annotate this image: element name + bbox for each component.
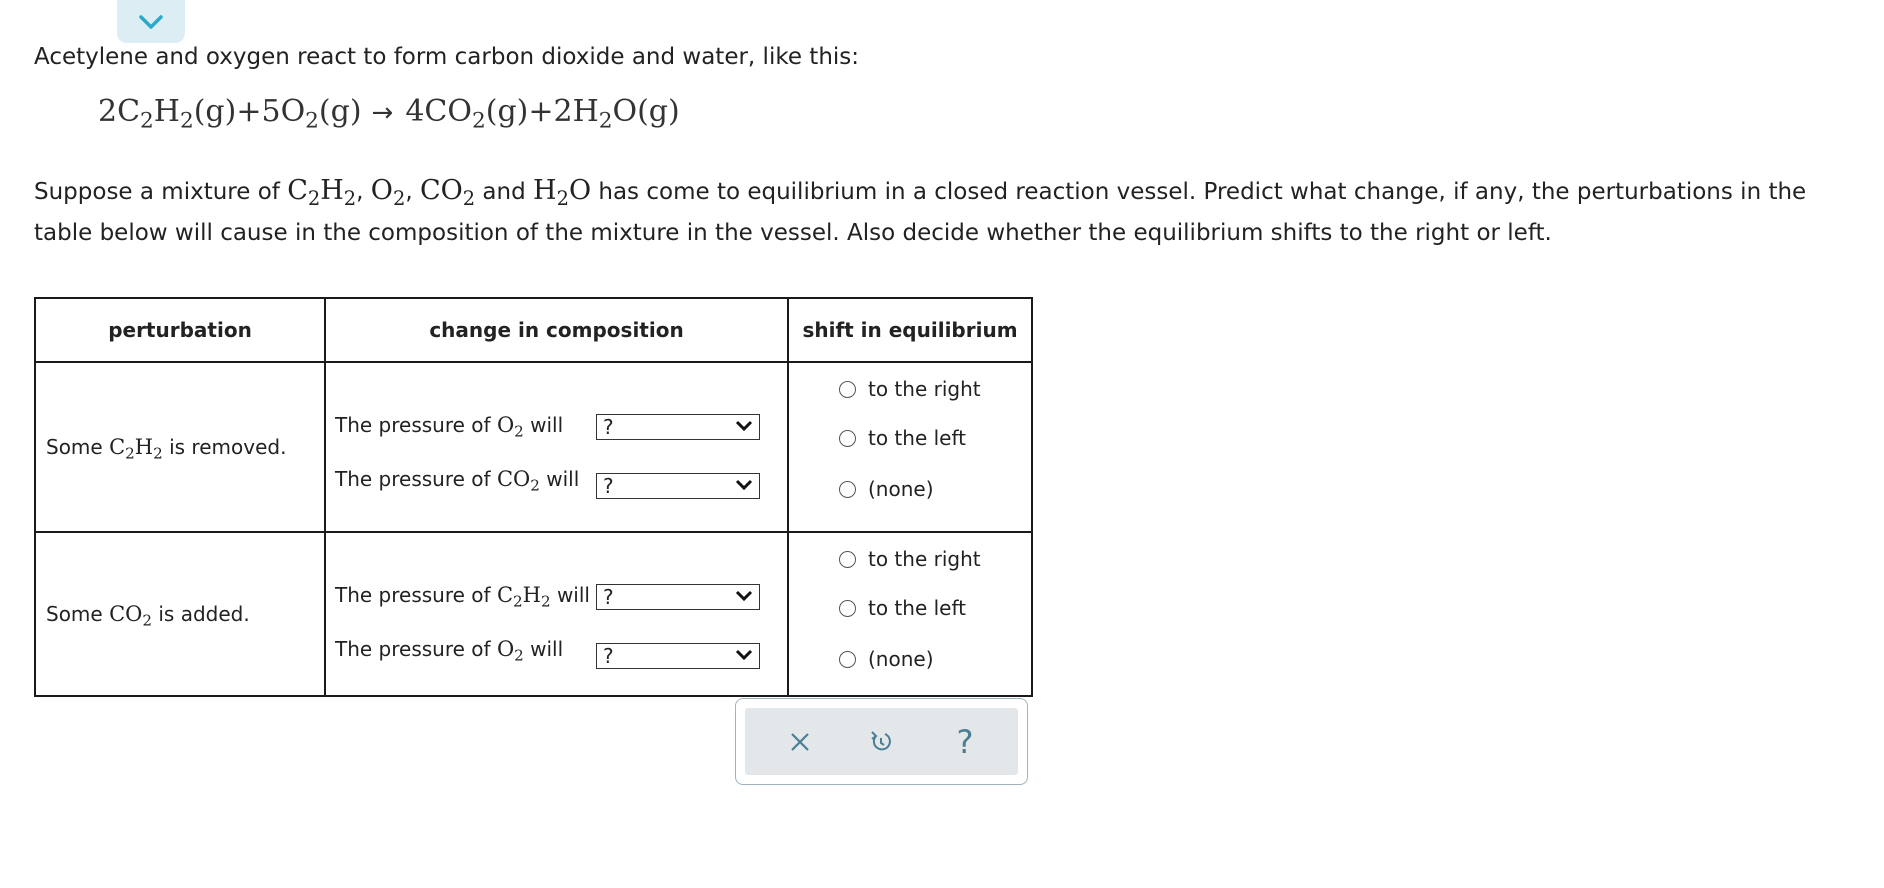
change-label: The pressure of $O_2$ will <box>335 413 564 441</box>
radio-button[interactable] <box>839 430 856 447</box>
chevron-down-icon <box>735 479 753 491</box>
radio-button[interactable] <box>839 551 856 568</box>
perturbation-cell: Some $C_2H_2$ is removed. <box>35 362 325 532</box>
equation-term: $4CO_2(g)$ <box>405 94 529 134</box>
collapse-tab[interactable] <box>117 0 185 43</box>
radio-none[interactable]: (none) <box>839 647 934 671</box>
shift-cell <box>788 532 1032 696</box>
radio-button[interactable] <box>839 481 856 498</box>
o2-pressure-select[interactable]: ? <box>596 643 760 669</box>
header-change-in-composition: change in composition <box>325 298 788 362</box>
equation-term: $2H_2O(g)$ <box>553 94 680 134</box>
perturbation-cell: Some $CO_2$ is added. <box>35 532 325 696</box>
shift-cell <box>788 362 1032 532</box>
undo-icon <box>868 729 894 755</box>
radio-button[interactable] <box>839 651 856 668</box>
equation-term: $2C_2H_2(g)$ <box>98 94 237 134</box>
radio-button[interactable] <box>839 381 856 398</box>
header-shift-in-equilibrium: shift in equilibrium <box>788 298 1032 362</box>
o2-pressure-select[interactable]: ? <box>596 414 760 440</box>
c2h2-pressure-select[interactable]: ? <box>596 584 760 610</box>
chevron-down-icon <box>138 14 164 30</box>
header-perturbation: perturbation <box>35 298 325 362</box>
chevron-down-icon <box>735 420 753 432</box>
radio-to-the-left[interactable]: to the left <box>839 596 966 620</box>
co2-pressure-select[interactable]: ? <box>596 473 760 499</box>
change-cell <box>325 532 788 696</box>
perturbation-table <box>34 297 1033 697</box>
table-row <box>35 532 1032 696</box>
change-cell <box>325 362 788 532</box>
chevron-down-icon <box>735 649 753 661</box>
close-icon <box>789 731 811 753</box>
species-co2: $CO_2$ <box>419 175 476 210</box>
intro-text: Acetylene and oxygen react to form carbon dioxide and water, like this: <box>34 44 860 70</box>
change-label: The pressure of $C_2H_2$ will <box>335 583 590 611</box>
species-c2h2: $C_2H_2$ <box>287 175 357 210</box>
radio-none[interactable]: (none) <box>839 477 934 501</box>
radio-button[interactable] <box>839 600 856 617</box>
instructions-paragraph: Suppose a mixture of $C_2H_2$, $O_2$, $CO_2$ and $H_2O$ has come to equilibrium in a closed reaction vessel. Predict what change, if any, the perturbations in the table below will cause in the composition of the mixture in the vessel. Also decide whether the equilibrium shifts to the right or left. <box>34 175 1807 246</box>
chevron-down-icon <box>735 590 753 602</box>
help-icon: ? <box>956 723 974 761</box>
radio-to-the-right[interactable]: to the right <box>839 547 981 571</box>
toolbar-inner <box>745 708 1018 775</box>
reaction-equation: $2C_2H_2(g)+5O_2(g) \to 4CO_2(g)+2H_2O(g)$ <box>98 94 680 134</box>
answer-toolbar <box>735 698 1028 785</box>
clear-button[interactable] <box>780 723 820 761</box>
species-co2: $CO_2$ <box>109 602 152 630</box>
radio-to-the-left[interactable]: to the left <box>839 426 966 450</box>
change-label: The pressure of $CO_2$ will <box>335 467 580 495</box>
help-button[interactable] <box>945 723 985 761</box>
species-o2: $O_2$ <box>370 175 406 210</box>
species-c2h2: $C_2H_2$ <box>109 435 163 463</box>
radio-to-the-right[interactable]: to the right <box>839 377 981 401</box>
table-row <box>35 362 1032 532</box>
undo-button[interactable] <box>861 723 901 761</box>
equation-term: $5O_2(g)$ <box>261 94 362 134</box>
change-label: The pressure of $O_2$ will <box>335 637 564 665</box>
reaction-arrow: → <box>371 98 394 128</box>
species-h2o: $H_2O$ <box>533 175 592 210</box>
